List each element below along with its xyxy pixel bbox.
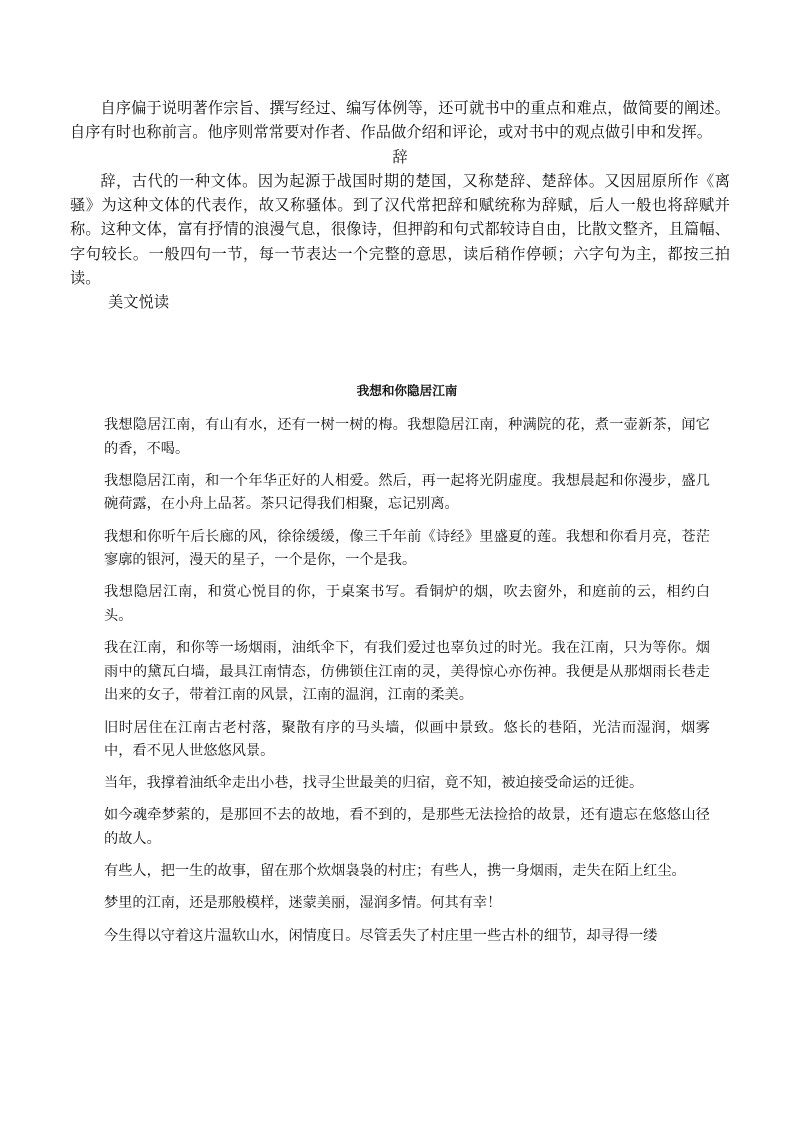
essay-paragraph: 如今魂牵梦萦的，是那回不去的故地，看不到的，是那些无法捡拾的故景，还有遗忘在悠悠山径的故人。 xyxy=(104,807,710,848)
essay-paragraph: 我在江南，和你等一场烟雨，油纸伞下，有我们爱过也辜负过的时光。我在江南，只为等你。烟雨中的黛瓦白墙，最具江南情态，仿佛锁住江南的灵，美得惊心亦伤神。我便是从那烟雨长巷走出来的女子，带着江南的风景，江南的温润，江南的柔美。 xyxy=(104,640,710,704)
essay-paragraph: 我想隐居江南，有山有水，还有一树一树的梅。我想隐居江南，种满院的花，煮一壶新茶，闻它的香，不喝。 xyxy=(104,417,710,457)
essay-paragraph: 梦里的江南，还是那般模样，迷蒙美丽，湿润多情。何其有幸！ xyxy=(104,895,502,912)
essay-paragraph: 我想隐居江南，和赏心悦目的你，于桌案书写。看铜炉的烟，吹去窗外，和庭前的云，相约白头。 xyxy=(104,584,710,624)
essay-paragraph: 我想隐居江南，和一个年华正好的人相爱。然后，再一起将光阴虚度。我想晨起和你漫步，盛几碗荷露，在小舟上品茗。茶只记得我们相聚，忘记别离。 xyxy=(104,472,710,513)
section-heading-ci: 辞 xyxy=(392,147,408,166)
essay-paragraph: 有些人，把一生的故事，留在那个炊烟袅袅的村庄；有些人，携一身烟雨，走失在陌上红尘。 xyxy=(104,863,686,880)
essay-paragraph: 当年，我撑着油纸伞走出小巷，找寻尘世最美的归宿，竟不知，被迫接受命运的迁徙。 xyxy=(104,775,644,792)
essay-section xyxy=(104,382,710,957)
intro-section xyxy=(70,96,730,315)
essay-paragraph: 旧时居住在江南古老村落，聚散有序的马头墙，似画中景致。悠长的巷陌，光洁而湿润，烟雾中，看不见人世悠悠风景。 xyxy=(104,719,710,760)
intro-paragraph: 自序偏于说明著作宗旨、撰写经过、编写体例等，还可就书中的重点和难点，做简要的阐述。自序有时也称前言。他序则常常要对作者、作品做介绍和评论，或对书中的观点做引申和发挥。 xyxy=(70,99,730,142)
essay-title: 我想和你隐居江南 xyxy=(356,383,458,398)
essay-paragraph: 今生得以守着这片温软山水，闲情度日。尽管丢失了村庄里一些古朴的细节，却寻得一缕 xyxy=(104,927,658,944)
section-label: 美文悦读 xyxy=(108,293,170,312)
essay-paragraph: 我想和你听午后长廊的风，徐徐缓缓，像三千年前《诗经》里盛夏的莲。我想和你看月亮，苍茫寥廓的银河，漫天的星子，一个是你，一个是我。 xyxy=(104,528,710,569)
ci-paragraph: 辞，古代的一种文体。因为起源于战国时期的楚国，又称楚辞、楚辞体。又因屈原所作《离骚》为这种文体的代表作，故又称骚体。到了汉代常把辞和赋统称为辞赋，后人一般也将辞赋并称。这种文体，富有抒情的浪漫气息，很像诗，但押韵和句式都较诗自由，比散文整齐，且篇幅、字句较长。一般四句一节，每一节表达一个完整的意思，读后稍作停顿；六字句为主，都按三拍读。 xyxy=(70,171,730,288)
